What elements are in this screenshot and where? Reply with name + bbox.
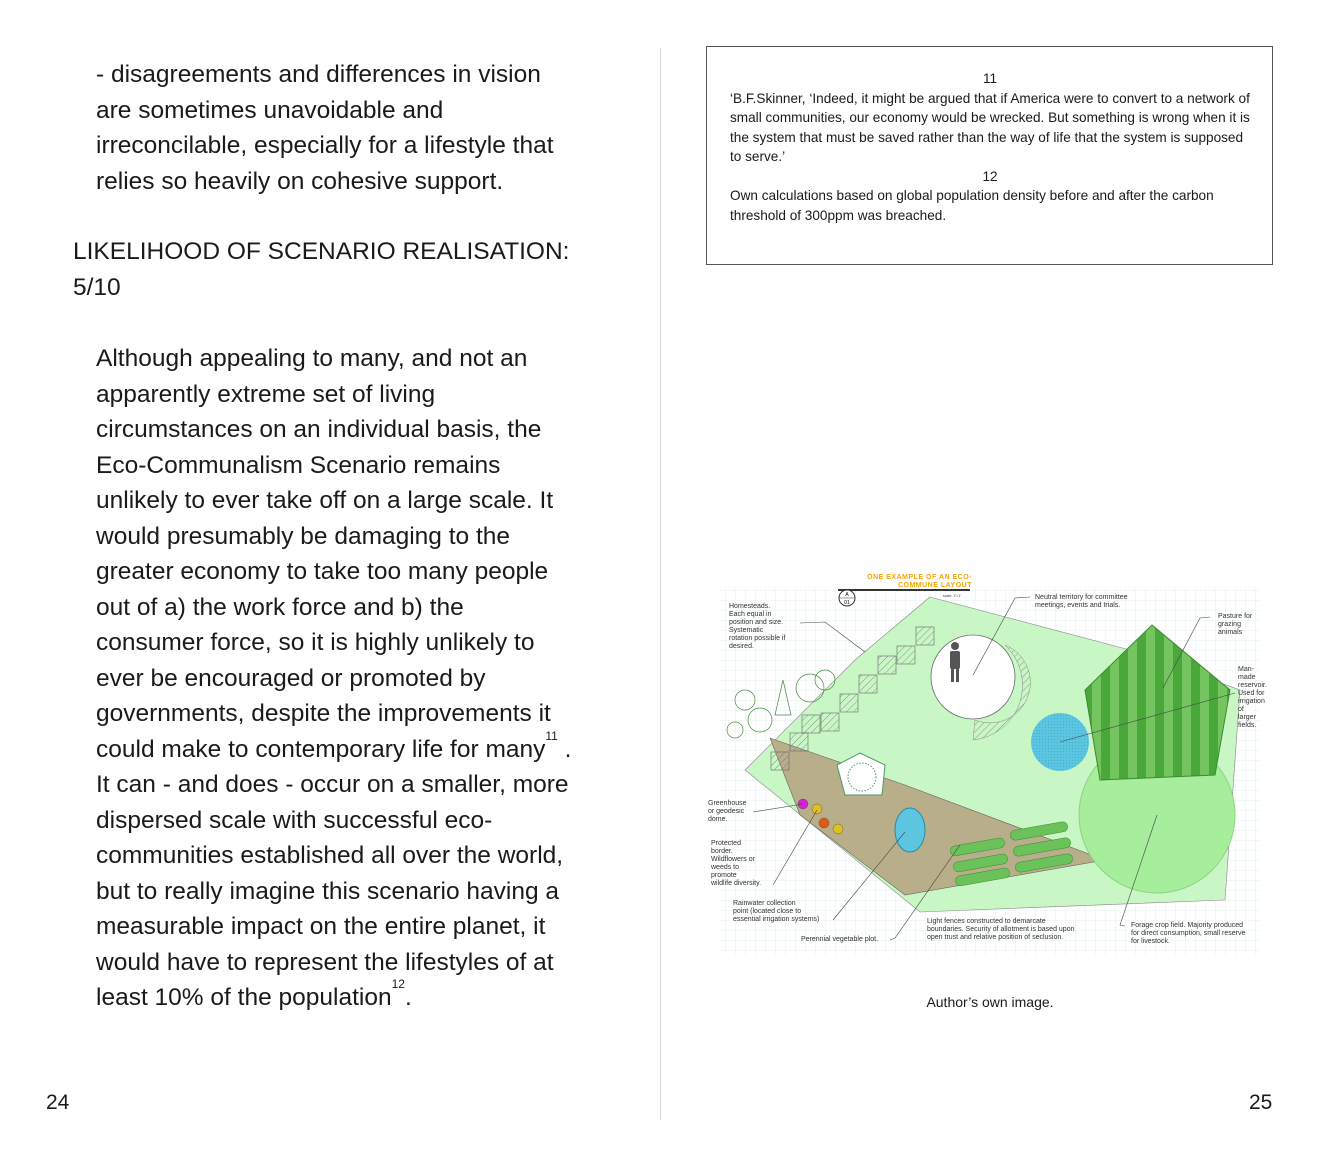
sheet-marker [839,590,855,606]
text-span: . [404,984,412,1011]
text-line: relies so heavily on cohesive support. [96,167,504,195]
text-span: could make to contemporary life for many [96,735,546,763]
text-line: but to really imagine this scenario having a [96,877,560,905]
body-paragraph [96,341,571,1016]
page-gutter-divider [660,48,661,1120]
label-reservoir: Man-made reservoir. Used for irrigation of larger fields. [1238,666,1267,729]
text-line [96,977,571,1016]
text-line: are sometimes unavoidable and [96,96,444,124]
likelihood-score: 5/10 [73,274,121,301]
text-line: ever be encouraged or promoted by [96,664,486,692]
label-neutral-territory: Neutral territory for committee meetings, events and trials. [1035,594,1128,609]
heading-line: LIKELIHOOD OF SCENARIO REALISATION: [73,238,570,265]
text-span: . [557,735,572,763]
page-number-left: 24 [46,1091,70,1114]
label-fences: Light fences constructed to demarcate boundaries. Security of allotment is based upon open trust and relative position of seclusion. [927,918,1075,941]
figure-caption: Author’s own image. [926,994,1054,1010]
diagram-scale: scale: 1"=1' [943,594,961,598]
footnotes-box [706,46,1273,265]
label-greenhouse: Greenhouse or geodesic dome. [708,800,747,823]
text-line: would have to represent the lifestyles of at [96,948,554,976]
footnote-ref-11[interactable]: 11 [545,728,558,743]
label-protected-border: Protected border. Wildflowers or weeds to promote wildlife diversity. [711,840,762,887]
label-pasture: Pasture for grazing animals [1218,613,1253,636]
footnote-text: Own calculations based on global population density before and after the carbon threshold of 300ppm was breached. [730,188,1214,223]
eco-commune-layout-diagram [705,570,1265,960]
text-line: out of a) the work force and b) the [96,593,464,621]
intro-paragraph [96,57,554,199]
footnote-number: 12 [982,168,998,184]
text-span: least 10% of the population [96,984,392,1011]
footnote-ref-12[interactable]: 12 [391,977,405,991]
footnote-number: 11 [982,71,998,86]
text-line: Eco-Communalism Scenario remains [96,451,501,479]
rainwater-collection [895,808,925,852]
text-line: It can - and does - occur on a smaller, more [96,771,569,798]
section-heading [73,234,569,306]
text-line: greater economy to take too many people [96,558,549,585]
text-line: Although appealing to many, and not an [96,345,528,372]
diagram-title: ONE EXAMPLE OF AN ECO- COMMUNE LAYOUT [867,574,972,589]
text-line: circumstances on an individual basis, the [96,416,542,443]
text-line: measurable impact on the entire planet, it [96,913,546,940]
label-rainwater: Rainwater collection point (located close to essential irrigation systems) [733,900,820,923]
text-line: - disagreements and differences in vision [96,61,541,88]
text-line: apparently extreme set of living [96,380,436,408]
text-line: governments, despite the improvements it [96,700,551,727]
text-line: communities established all over the world, [96,842,564,869]
text-line: dispersed scale with successful eco- [96,806,493,834]
text-line: would presumably be damaging to the [96,522,511,550]
page-number-right: 25 [1249,1091,1273,1114]
text-line: irreconcilable, especially for a lifestyle that [96,132,554,159]
label-homesteads: Homesteads. Each equal in position and size. Systematic rotation possible if desired. [729,603,786,650]
sheet-number: 01 [844,600,850,606]
sheet-letter: A [845,592,849,598]
label-forage-field: Forage crop field. Majority produced for direct consumption, small reserve for livestock. [1131,922,1246,945]
footnote-text: ‘B.F.Skinner, ‘Indeed, it might be argued that if America were to convert to a network of small communities, our economy would be wrecked. But something is wrong when it is the system that must be saved rather than the way of life that the system is supposed to serve.’ [730,90,1250,164]
text-line: consumer force, so it is highly unlikely to [96,629,535,656]
label-vegetable-plot: Perennial vegetable plot. [801,936,879,943]
text-line: unlikely to ever take off on a large scale. It [96,487,554,514]
text-line [96,728,572,768]
neutral-territory [931,635,1015,719]
